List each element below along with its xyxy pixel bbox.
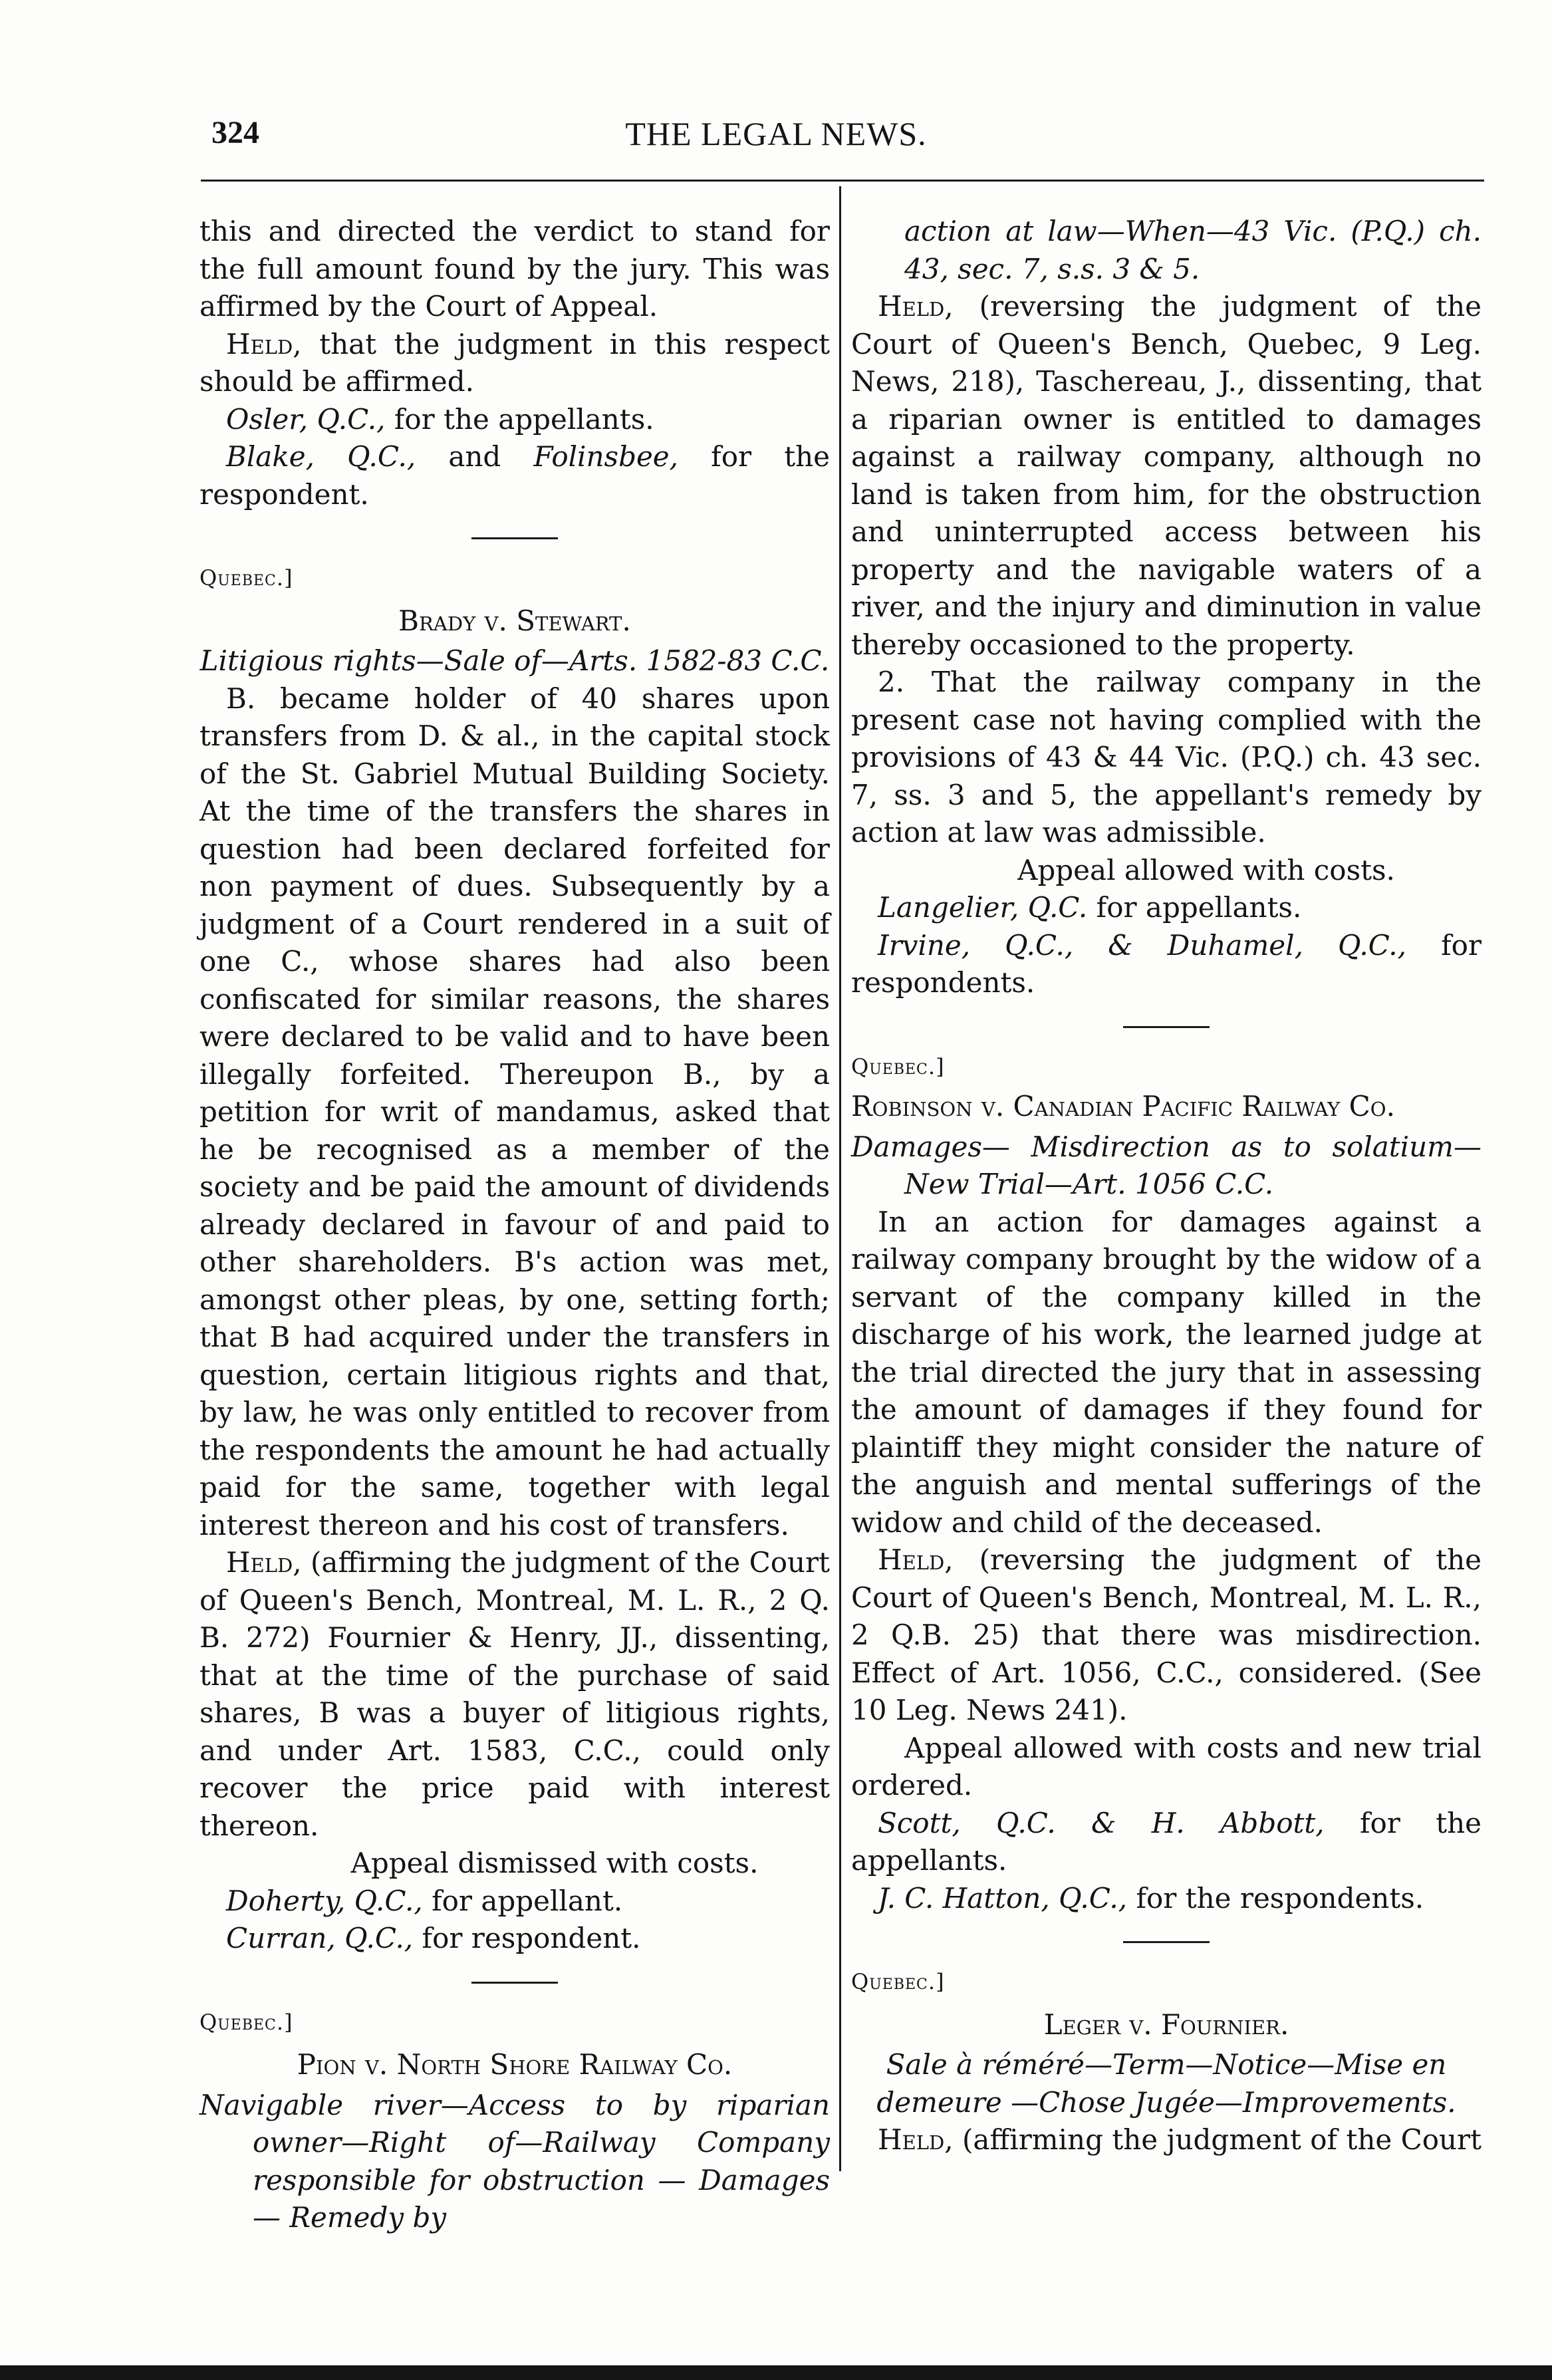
header-rule — [201, 180, 1484, 182]
page-number: 324 — [211, 115, 259, 150]
held-text: (affirming the judgment of the Court of Queen's Bench, Montreal, M. L. R., 2 Q. B. 272) Fournier & Henry, JJ., dissenting, that at the time of the purchase of said shares, B was a buyer of litigious rights, and under Art. 1583, C.C., could only recover the price paid with interest thereon. — [199, 1546, 831, 1842]
held-label: Held, — [878, 2123, 954, 2156]
held-text: that the judgment in this respect should be affirmed. — [199, 327, 830, 398]
counsel-name: Osler, Q.C., — [226, 402, 386, 436]
held-paragraph — [199, 1544, 830, 1845]
held-label: Held, — [878, 290, 954, 323]
counsel-conjunction: and — [448, 440, 501, 473]
case-title: Brady v. Stewart. — [398, 604, 631, 637]
counsel-line — [199, 1883, 830, 1920]
held-paragraph — [851, 2121, 1482, 2159]
case-location: Quebec.] — [851, 1053, 945, 1079]
case-subject: Damages— Misdirection as to solatium— New Trial—Art. 1056 C.C. — [851, 1130, 1482, 1200]
case-title: Pion v. North Shore Railway Co. — [297, 2048, 733, 2081]
counsel-line — [851, 1805, 1482, 1880]
counsel-name: Blake, Q.C., — [226, 440, 416, 473]
held-text: (affirming the judgment of the Court — [962, 2123, 1482, 2156]
held-text: (reversing the judgment of the Court of Queen's Bench, Montreal, M. L. R., 2 Q.B. 25) that there was misdirection. Effect of Art. 1056, C.C., considered. (See 10 Leg. News 241). — [851, 1543, 1482, 1726]
section-separator — [1123, 1026, 1210, 1028]
counsel-line — [851, 889, 1482, 927]
right-column — [851, 213, 1482, 2159]
case-title: Leger v. Fournier. — [1043, 2008, 1289, 2041]
counsel-name: Scott, Q.C. & H. Abbott, — [878, 1806, 1325, 1839]
case-subject: Litigious rights—Sale of—Arts. 1582-83 C.C. — [199, 644, 830, 677]
held-paragraph — [851, 288, 1482, 664]
case-location: Quebec.] — [199, 565, 293, 591]
section-separator — [1123, 1941, 1210, 1943]
section-separator — [471, 1982, 558, 1984]
case-disposition: Appeal allowed with costs and new trial ordered. — [851, 1731, 1482, 1801]
case-facts: In an action for damages against a railway company brought by the widow of a servant of the company killed in the discharge of his work, the learned judge at the trial directed the jury that in assessing the amount of damages if they found for plaintiff they might consider the nature of the anguish and mental sufferings of the widow and child of the deceased. — [851, 1205, 1482, 1539]
case-title: Robinson v. Canadian Pacific Railway Co. — [851, 1090, 1395, 1123]
left-column — [199, 213, 830, 2237]
case-subject-continued: action at law—When—43 Vic. (P.Q.) ch. 43, sec. 7, s.s. 3 & 5. — [904, 215, 1482, 285]
held-label: Held, — [226, 327, 302, 360]
section-separator — [471, 537, 558, 539]
counsel-line — [199, 438, 830, 513]
counsel-line — [199, 1920, 830, 1958]
counsel-name: Doherty, Q.C., — [226, 1884, 423, 1917]
counsel-role: for the appellants. — [394, 402, 654, 436]
held-text: (reversing the judgment of the Court of Queen's Bench, Quebec, 9 Leg. News, 218), Taschereau, J., dissenting, that a riparian owner is entitled to damages against a railway company, although no land is taken from him, for the obstruction and uninterrupted access between his property and the navigable waters of a river, and the injury and diminution in value thereby occasioned to the property. — [851, 290, 1482, 661]
counsel-line — [851, 927, 1482, 1002]
counsel-role: for the appellants. — [851, 1806, 1482, 1877]
counsel-role: for appellant. — [432, 1884, 623, 1917]
case-disposition: Appeal dismissed with costs. — [350, 1847, 759, 1879]
held-point: 2. That the railway company in the present case not having complied with the provisions of 43 & 44 Vic. (P.Q.) ch. 43 sec. 7, ss. 3 and 5, the appellant's remedy by action at law was admissible. — [851, 666, 1482, 849]
held-label: Held, — [226, 1546, 302, 1579]
counsel-role: for the respondents. — [1136, 1881, 1424, 1915]
case-disposition: Appeal allowed with costs. — [1017, 853, 1395, 886]
counsel-name: J. C. Hatton, Q.C., — [878, 1881, 1128, 1915]
column-divider — [839, 186, 841, 2171]
continued-paragraph: this and directed the verdict to stand for the full amount found by the jury. This was affirmed by the Court of Appeal. — [199, 215, 830, 323]
counsel-role: for respondent. — [422, 1922, 641, 1954]
counsel-line — [199, 401, 830, 439]
journal-title: THE LEGAL NEWS. — [625, 115, 927, 152]
counsel-role: for the respondent. — [199, 440, 831, 511]
scan-edge-bar — [0, 2365, 1552, 2380]
case-location: Quebec.] — [851, 1969, 945, 1994]
case-subject: Navigable river—Access to by riparian owner—Right of—Railway Company responsible for obstruction — Damages — Remedy by — [199, 2088, 830, 2234]
counsel-role: for appellants. — [1096, 891, 1302, 924]
counsel-line — [851, 1880, 1482, 1918]
counsel-name: Langelier, Q.C. — [878, 891, 1088, 924]
counsel-name: Curran, Q.C., — [226, 1922, 414, 1954]
held-paragraph — [851, 1541, 1482, 1730]
held-paragraph — [199, 326, 830, 401]
case-location: Quebec.] — [199, 2009, 293, 2035]
counsel-name: Folinsbee, — [533, 440, 679, 473]
case-facts: B. became holder of 40 shares upon transfers from D. & al., in the capital stock of the St. Gabriel Mutual Building Society. At the time of the transfers the shares in question had been declared forfeited for non payment of dues. Subsequently by a judgment of a Court rendered in a suit of one C., whose shares had also been confiscated for similar reasons, the shares were declared to be valid and to have been illegally forfeited. Thereupon B., by a petition for writ of mandamus, asked that he be recognised as a member of the society and be paid the amount of dividends already declared in favour of and paid to other shareholders. B's action was met, amongst other pleas, by one, setting forth; that B had acquired under the transfers in question, certain litigious rights and that, by law, he was only entitled to recover from the respondents the amount he had actually paid for the same, together with legal interest thereon and his cost of transfers. — [199, 682, 830, 1541]
case-subject: Sale à réméré—Term—Notice—Mise en demeure —Chose Jugée—Improvements. — [876, 2048, 1456, 2119]
counsel-name: Irvine, Q.C., & Duhamel, Q.C., — [878, 928, 1407, 962]
counsel-role: for respondents. — [851, 928, 1482, 999]
held-label: Held, — [878, 1543, 954, 1576]
